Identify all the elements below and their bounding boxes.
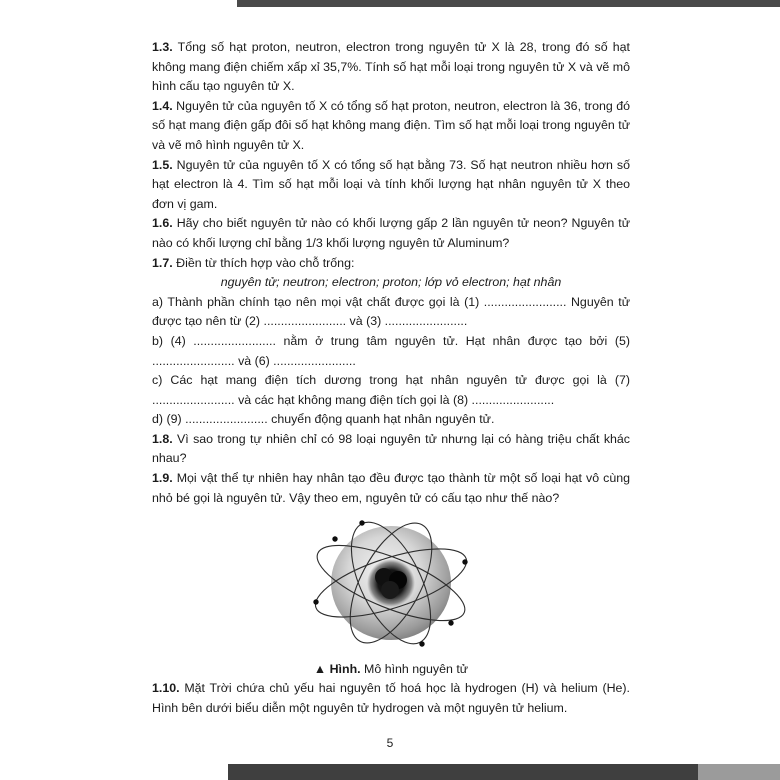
exercise-number: 1.3. xyxy=(152,40,173,54)
exercise-text: Hãy cho biết nguyên tử nào có khối lượng gấp 2 lần nguyên tử neon? Nguyên tử nào có khối lượng chỉ bằng 1/3 khối lượng nguyên tử Aluminum? xyxy=(152,216,630,250)
scan-edge-bottom xyxy=(228,764,698,780)
exercise-1-8 xyxy=(152,430,630,469)
caption-marker: ▲ xyxy=(313,661,327,676)
item-text: Các hạt mang điện tích dương trong hạt nhân nguyên tử được gọi là (7) ........................ và các hạt không mang điện tích gọi là (8) ........................ xyxy=(152,373,630,407)
page-content xyxy=(152,38,630,719)
exercise-text: Mặt Trời chứa chủ yếu hai nguyên tố hoá học là hydrogen (H) và helium (He). Hình bên dưới biểu diễn một nguyên tử hydrogen và một nguyên tử helium. xyxy=(152,681,630,716)
exercise-text: Tổng số hạt proton, neutron, electron trong nguyên tử X là 28, trong đó số hạt không mang điện chiếm xấp xỉ 35,7%. Tính số hạt mỗi loại trong nguyên tử X và vẽ mô hình cấu tạo nguyên tử X. xyxy=(152,40,630,94)
word-bank: nguyên tử; neutron; electron; proton; lớp vỏ electron; hạt nhân xyxy=(220,275,562,290)
figure-caption xyxy=(152,660,630,680)
exercise-1-6 xyxy=(152,214,630,253)
exercise-text: Vì sao trong tự nhiên chỉ có 98 loại nguyên tử nhưng lại có hàng triệu chất khác nhau? xyxy=(152,431,630,466)
exercise-1-5 xyxy=(152,156,630,215)
exercise-text: Nguyên tử của nguyên tố X có tổng số hạt proton, neutron, electron là 36, trong đó số hạt mang điện gấp đôi số hạt không mang điện. Tìm số hạt mỗi loại trong nguyên tử và vẽ mô hình nguyên tử X. xyxy=(152,98,630,152)
fill-item-b xyxy=(152,332,630,371)
atom-model-figure xyxy=(152,513,630,679)
exercise-number: 1.6. xyxy=(152,216,173,231)
exercise-1-7 xyxy=(152,254,630,274)
item-label: a) xyxy=(152,294,164,309)
exercise-1-9 xyxy=(152,469,630,508)
atom-model-image xyxy=(305,513,477,653)
exercise-text: Mọi vật thể tự nhiên hay nhân tạo đều được tạo thành từ một số loại hạt vô cùng nhỏ bé gọi là nguyên tử. Vậy theo em, nguyên tử có cấu tạo như thế nào? xyxy=(152,471,630,505)
page-number: 5 xyxy=(386,736,394,750)
fill-item-a xyxy=(152,293,630,332)
item-text: (4) ........................ nằm ở trung tâm nguyên tử. Hạt nhân được tạo bởi (5) ........................ và (6) ........................ xyxy=(152,333,630,368)
exercise-number: 1.9. xyxy=(152,471,173,486)
item-label: c) xyxy=(152,373,163,388)
exercise-number: 1.7. xyxy=(152,255,173,270)
item-label: b) xyxy=(152,333,164,348)
fill-item-d xyxy=(152,410,630,430)
caption-label: Hình. xyxy=(329,661,361,676)
exercise-number: 1.4. xyxy=(152,98,173,113)
fill-item-c xyxy=(152,371,630,410)
caption-text: Mô hình nguyên tử xyxy=(364,661,469,676)
item-label: d) xyxy=(152,412,164,427)
exercise-number: 1.10. xyxy=(152,681,180,696)
scan-edge-top xyxy=(237,0,780,7)
item-text: Thành phần chính tạo nên mọi vật chất được gọi là (1) ........................ Nguyên tử được tạo nên từ (2) ........................ và (3) ........................ xyxy=(152,294,630,329)
exercise-number: 1.5. xyxy=(152,157,173,172)
item-text: (9) ........................ chuyển động quanh hạt nhân nguyên tử. xyxy=(166,412,495,427)
exercise-1-10 xyxy=(152,679,630,718)
exercise-text: Điền từ thích hợp vào chỗ trống: xyxy=(176,255,355,270)
exercise-number: 1.8. xyxy=(152,431,173,446)
exercise-1-3 xyxy=(152,38,630,97)
exercise-1-4 xyxy=(152,97,630,156)
scan-edge-bottom-right xyxy=(698,764,780,780)
exercise-text: Nguyên tử của nguyên tố X có tổng số hạt bằng 73. Số hạt neutron nhiều hơn số hạt electron là 4. Tìm số hạt mỗi loại và tính khối lượng hạt nhân nguyên tử X theo đơn vị gam. xyxy=(152,157,630,211)
